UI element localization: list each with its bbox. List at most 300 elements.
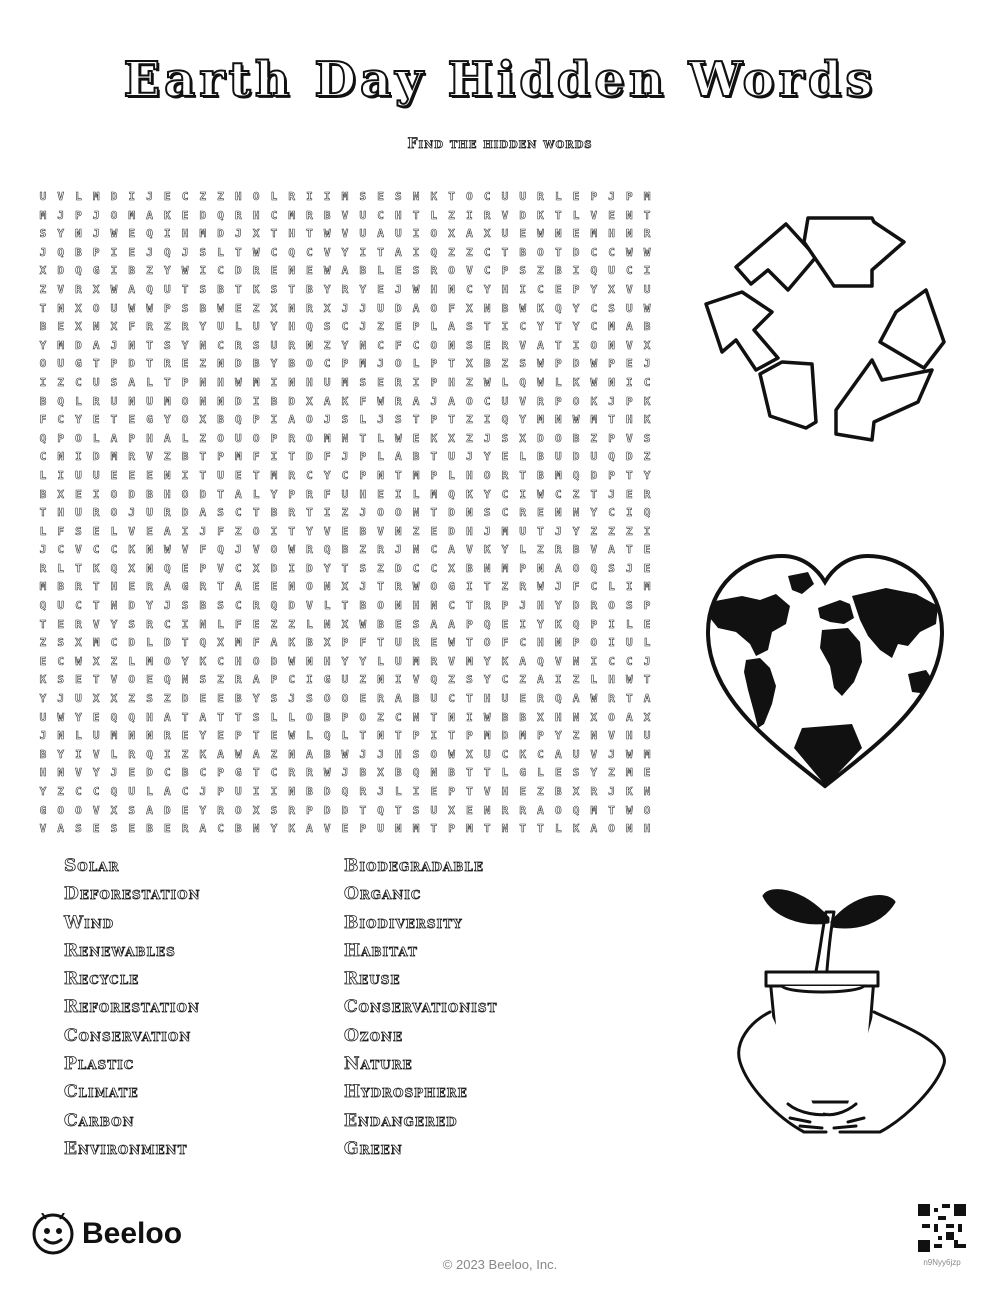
grid-letter[interactable]: U: [430, 692, 438, 706]
grid-letter[interactable]: I: [270, 785, 278, 798]
grid-letter[interactable]: Z: [235, 524, 242, 538]
grid-letter[interactable]: J: [554, 524, 562, 538]
grid-letter[interactable]: O: [448, 264, 455, 278]
word-search-grid[interactable]: [34, 188, 656, 836]
grid-letter[interactable]: Z: [519, 673, 527, 687]
grid-letter[interactable]: U: [110, 301, 118, 315]
grid-letter[interactable]: A: [163, 580, 171, 594]
grid-letter[interactable]: U: [57, 357, 64, 371]
grid-letter[interactable]: D: [341, 803, 349, 817]
grid-letter[interactable]: E: [146, 524, 153, 538]
grid-letter[interactable]: E: [519, 227, 527, 241]
grid-letter[interactable]: W: [448, 636, 455, 650]
grid-letter[interactable]: A: [626, 710, 633, 724]
grid-letter[interactable]: M: [323, 431, 331, 445]
grid-letter[interactable]: T: [341, 561, 349, 575]
grid-letter[interactable]: R: [252, 599, 260, 613]
grid-letter[interactable]: A: [394, 450, 402, 464]
grid-letter[interactable]: V: [217, 561, 224, 575]
grid-letter[interactable]: U: [377, 301, 384, 315]
grid-letter[interactable]: I: [501, 320, 509, 334]
grid-letter[interactable]: H: [501, 282, 509, 296]
grid-letter[interactable]: T: [377, 580, 384, 594]
grid-letter[interactable]: Y: [341, 245, 349, 259]
grid-letter[interactable]: A: [341, 264, 349, 278]
grid-letter[interactable]: L: [643, 636, 651, 650]
grid-letter[interactable]: L: [519, 543, 527, 557]
grid-letter[interactable]: Z: [128, 692, 136, 706]
grid-letter[interactable]: X: [448, 227, 455, 241]
grid-letter[interactable]: U: [501, 394, 509, 408]
grid-letter[interactable]: P: [359, 468, 367, 482]
grid-letter[interactable]: T: [608, 413, 615, 427]
grid-letter[interactable]: N: [430, 599, 438, 613]
grid-letter[interactable]: W: [181, 264, 189, 278]
grid-letter[interactable]: X: [128, 561, 136, 575]
grid-letter[interactable]: I: [75, 450, 82, 464]
grid-letter[interactable]: T: [39, 506, 47, 520]
grid-letter[interactable]: N: [146, 543, 153, 557]
grid-letter[interactable]: O: [483, 636, 491, 650]
grid-letter[interactable]: R: [235, 208, 242, 222]
grid-letter[interactable]: M: [537, 413, 544, 427]
grid-letter[interactable]: K: [92, 561, 100, 575]
grid-letter[interactable]: I: [181, 468, 189, 482]
grid-letter[interactable]: B: [412, 692, 420, 706]
grid-letter[interactable]: J: [163, 599, 171, 613]
grid-letter[interactable]: L: [394, 785, 402, 798]
grid-letter[interactable]: R: [75, 580, 82, 594]
grid-letter[interactable]: V: [92, 747, 100, 761]
grid-letter[interactable]: J: [92, 208, 100, 222]
grid-letter[interactable]: W: [394, 431, 402, 445]
grid-letter[interactable]: A: [163, 710, 171, 724]
grid-letter[interactable]: C: [590, 580, 598, 594]
grid-letter[interactable]: C: [394, 710, 402, 724]
grid-letter[interactable]: T: [626, 692, 633, 706]
grid-letter[interactable]: E: [626, 357, 633, 371]
grid-letter[interactable]: K: [483, 543, 491, 557]
grid-letter[interactable]: N: [288, 785, 295, 798]
grid-letter[interactable]: K: [643, 394, 651, 408]
grid-letter[interactable]: B: [217, 413, 224, 427]
grid-letter[interactable]: Y: [39, 785, 47, 798]
grid-letter[interactable]: Z: [501, 580, 509, 594]
grid-letter[interactable]: R: [288, 506, 295, 520]
grid-letter[interactable]: E: [643, 543, 651, 557]
grid-letter[interactable]: W: [288, 654, 295, 668]
grid-letter[interactable]: I: [430, 729, 438, 743]
grid-letter[interactable]: J: [323, 413, 331, 427]
grid-letter[interactable]: W: [146, 301, 153, 315]
grid-letter[interactable]: W: [217, 301, 224, 315]
grid-letter[interactable]: J: [359, 506, 367, 520]
grid-letter[interactable]: J: [39, 729, 47, 743]
grid-letter[interactable]: V: [590, 208, 598, 222]
grid-letter[interactable]: D: [306, 561, 313, 575]
grid-letter[interactable]: U: [430, 803, 438, 817]
grid-letter[interactable]: O: [181, 487, 189, 501]
grid-letter[interactable]: M: [643, 190, 651, 203]
grid-letter[interactable]: K: [288, 636, 295, 650]
grid-letter[interactable]: P: [430, 468, 438, 482]
grid-letter[interactable]: Q: [57, 245, 64, 259]
grid-letter[interactable]: B: [57, 580, 64, 594]
grid-letter[interactable]: M: [199, 227, 207, 241]
grid-letter[interactable]: O: [306, 580, 313, 594]
grid-letter[interactable]: O: [181, 413, 189, 427]
grid-letter[interactable]: S: [75, 822, 82, 836]
grid-letter[interactable]: Q: [448, 487, 455, 501]
grid-letter[interactable]: B: [448, 766, 455, 780]
grid-letter[interactable]: R: [430, 264, 438, 278]
grid-letter[interactable]: R: [519, 803, 527, 817]
grid-letter[interactable]: R: [306, 543, 313, 557]
grid-letter[interactable]: Z: [590, 524, 598, 538]
grid-letter[interactable]: D: [217, 227, 224, 241]
grid-letter[interactable]: O: [110, 208, 118, 222]
grid-letter[interactable]: S: [466, 338, 473, 352]
grid-letter[interactable]: A: [199, 506, 207, 520]
grid-letter[interactable]: U: [75, 692, 82, 706]
grid-letter[interactable]: T: [466, 692, 473, 706]
grid-letter[interactable]: R: [235, 673, 242, 687]
grid-letter[interactable]: G: [39, 803, 47, 817]
grid-letter[interactable]: E: [57, 320, 64, 334]
grid-letter[interactable]: I: [323, 506, 331, 520]
grid-letter[interactable]: M: [110, 729, 118, 743]
grid-letter[interactable]: A: [252, 673, 260, 687]
grid-letter[interactable]: Y: [323, 282, 331, 296]
grid-letter[interactable]: N: [217, 394, 224, 408]
grid-letter[interactable]: E: [377, 487, 384, 501]
grid-letter[interactable]: M: [554, 468, 562, 482]
grid-letter[interactable]: X: [448, 803, 455, 817]
grid-letter[interactable]: C: [412, 561, 420, 575]
grid-letter[interactable]: O: [537, 245, 544, 259]
grid-letter[interactable]: D: [572, 245, 580, 259]
grid-letter[interactable]: N: [75, 227, 82, 241]
grid-letter[interactable]: L: [75, 190, 82, 203]
grid-letter[interactable]: Z: [572, 673, 580, 687]
grid-letter[interactable]: B: [128, 264, 136, 278]
grid-letter[interactable]: P: [217, 766, 224, 780]
grid-letter[interactable]: B: [146, 822, 153, 836]
grid-letter[interactable]: P: [608, 468, 615, 482]
grid-letter[interactable]: V: [57, 282, 64, 296]
grid-letter[interactable]: A: [590, 822, 598, 836]
grid-letter[interactable]: W: [537, 487, 544, 501]
grid-letter[interactable]: L: [39, 524, 47, 538]
grid-letter[interactable]: N: [466, 506, 473, 520]
grid-letter[interactable]: Z: [199, 431, 207, 445]
grid-letter[interactable]: Q: [323, 729, 331, 743]
grid-letter[interactable]: I: [288, 561, 295, 575]
grid-letter[interactable]: B: [199, 301, 207, 315]
grid-letter[interactable]: Y: [92, 766, 100, 780]
grid-letter[interactable]: Q: [501, 413, 509, 427]
grid-letter[interactable]: S: [608, 301, 615, 315]
grid-letter[interactable]: L: [75, 394, 82, 408]
grid-letter[interactable]: Y: [323, 561, 331, 575]
grid-letter[interactable]: C: [501, 506, 509, 520]
grid-letter[interactable]: L: [377, 450, 384, 464]
grid-letter[interactable]: W: [412, 580, 420, 594]
grid-letter[interactable]: I: [110, 245, 118, 259]
grid-letter[interactable]: H: [430, 282, 438, 296]
grid-letter[interactable]: D: [128, 357, 136, 371]
grid-letter[interactable]: I: [163, 747, 171, 761]
grid-letter[interactable]: C: [608, 506, 615, 520]
grid-letter[interactable]: E: [128, 766, 136, 780]
grid-letter[interactable]: D: [181, 692, 189, 706]
grid-letter[interactable]: C: [217, 338, 224, 352]
grid-letter[interactable]: Y: [199, 320, 207, 334]
grid-letter[interactable]: O: [235, 803, 242, 817]
grid-letter[interactable]: N: [643, 785, 651, 798]
grid-letter[interactable]: I: [643, 264, 651, 278]
grid-letter[interactable]: R: [92, 394, 100, 408]
grid-letter[interactable]: V: [39, 822, 47, 836]
grid-letter[interactable]: W: [235, 747, 242, 761]
grid-letter[interactable]: W: [110, 282, 118, 296]
grid-letter[interactable]: Y: [110, 617, 118, 631]
grid-letter[interactable]: L: [537, 766, 544, 780]
grid-letter[interactable]: Y: [359, 282, 367, 296]
grid-letter[interactable]: E: [181, 803, 189, 817]
grid-letter[interactable]: Y: [590, 506, 598, 520]
grid-letter[interactable]: E: [57, 617, 64, 631]
grid-letter[interactable]: R: [394, 580, 402, 594]
grid-letter[interactable]: E: [341, 822, 349, 836]
grid-letter[interactable]: Y: [163, 264, 171, 278]
grid-letter[interactable]: K: [501, 654, 509, 668]
grid-letter[interactable]: R: [643, 487, 651, 501]
grid-letter[interactable]: U: [92, 375, 100, 389]
grid-letter[interactable]: D: [519, 208, 527, 222]
grid-letter[interactable]: D: [323, 803, 331, 817]
grid-letter[interactable]: K: [199, 747, 207, 761]
grid-letter[interactable]: P: [448, 822, 455, 836]
grid-letter[interactable]: Q: [163, 673, 171, 687]
grid-letter[interactable]: O: [608, 599, 615, 613]
grid-letter[interactable]: B: [39, 487, 47, 501]
grid-letter[interactable]: F: [501, 636, 509, 650]
grid-letter[interactable]: E: [412, 431, 420, 445]
grid-letter[interactable]: C: [57, 413, 64, 427]
grid-letter[interactable]: Z: [163, 692, 171, 706]
grid-letter[interactable]: J: [359, 747, 367, 761]
grid-letter[interactable]: A: [288, 413, 295, 427]
grid-letter[interactable]: M: [39, 580, 47, 594]
grid-letter[interactable]: V: [466, 264, 473, 278]
grid-letter[interactable]: L: [377, 264, 384, 278]
grid-letter[interactable]: H: [608, 227, 615, 241]
grid-letter[interactable]: Z: [412, 524, 420, 538]
grid-letter[interactable]: P: [430, 413, 438, 427]
grid-letter[interactable]: S: [359, 375, 367, 389]
grid-letter[interactable]: Z: [57, 785, 64, 798]
grid-letter[interactable]: R: [288, 468, 295, 482]
grid-letter[interactable]: P: [181, 375, 189, 389]
grid-letter[interactable]: I: [270, 413, 278, 427]
grid-letter[interactable]: S: [359, 190, 367, 203]
grid-letter[interactable]: R: [608, 692, 615, 706]
grid-letter[interactable]: L: [217, 245, 224, 259]
grid-letter[interactable]: B: [323, 747, 331, 761]
grid-letter[interactable]: I: [270, 450, 278, 464]
grid-letter[interactable]: O: [430, 227, 438, 241]
grid-letter[interactable]: M: [92, 636, 100, 650]
grid-letter[interactable]: P: [554, 357, 562, 371]
grid-letter[interactable]: E: [110, 468, 118, 482]
grid-letter[interactable]: X: [252, 227, 260, 241]
grid-letter[interactable]: W: [323, 264, 331, 278]
grid-letter[interactable]: J: [341, 450, 349, 464]
grid-letter[interactable]: A: [163, 431, 171, 445]
grid-letter[interactable]: O: [110, 506, 118, 520]
grid-letter[interactable]: P: [519, 561, 527, 575]
grid-letter[interactable]: I: [608, 617, 615, 631]
grid-letter[interactable]: Y: [323, 468, 331, 482]
grid-letter[interactable]: V: [466, 543, 473, 557]
grid-letter[interactable]: V: [341, 208, 349, 222]
grid-letter[interactable]: M: [483, 729, 491, 743]
grid-letter[interactable]: D: [306, 450, 313, 464]
grid-letter[interactable]: R: [483, 208, 491, 222]
grid-letter[interactable]: O: [92, 301, 100, 315]
grid-letter[interactable]: A: [163, 524, 171, 538]
grid-letter[interactable]: E: [572, 190, 580, 203]
grid-letter[interactable]: Q: [554, 301, 562, 315]
grid-letter[interactable]: E: [146, 673, 153, 687]
grid-letter[interactable]: Y: [181, 654, 189, 668]
grid-letter[interactable]: L: [217, 617, 224, 631]
grid-letter[interactable]: Y: [75, 710, 82, 724]
grid-letter[interactable]: W: [235, 375, 242, 389]
grid-letter[interactable]: Z: [181, 747, 189, 761]
grid-letter[interactable]: S: [199, 673, 207, 687]
grid-letter[interactable]: Y: [643, 468, 651, 482]
grid-letter[interactable]: C: [537, 282, 544, 296]
grid-letter[interactable]: C: [199, 766, 207, 780]
grid-letter[interactable]: M: [163, 394, 171, 408]
grid-letter[interactable]: I: [572, 338, 580, 352]
grid-letter[interactable]: O: [608, 710, 615, 724]
grid-letter[interactable]: W: [75, 654, 82, 668]
grid-letter[interactable]: X: [199, 413, 207, 427]
grid-letter[interactable]: K: [430, 190, 438, 203]
grid-letter[interactable]: R: [181, 320, 189, 334]
grid-letter[interactable]: U: [394, 227, 402, 241]
grid-letter[interactable]: V: [448, 654, 455, 668]
grid-letter[interactable]: Y: [181, 338, 189, 352]
grid-letter[interactable]: U: [146, 394, 153, 408]
grid-letter[interactable]: T: [199, 468, 207, 482]
grid-letter[interactable]: J: [394, 543, 402, 557]
grid-letter[interactable]: C: [537, 747, 544, 761]
grid-letter[interactable]: B: [252, 357, 260, 371]
grid-letter[interactable]: T: [394, 729, 402, 743]
grid-letter[interactable]: T: [394, 468, 402, 482]
grid-letter[interactable]: C: [590, 301, 598, 315]
grid-letter[interactable]: E: [643, 617, 651, 631]
grid-letter[interactable]: V: [323, 524, 331, 538]
grid-letter[interactable]: D: [128, 487, 136, 501]
grid-letter[interactable]: O: [323, 692, 331, 706]
grid-letter[interactable]: I: [110, 264, 118, 278]
grid-letter[interactable]: L: [306, 729, 313, 743]
grid-letter[interactable]: E: [270, 729, 278, 743]
grid-letter[interactable]: N: [146, 561, 153, 575]
grid-letter[interactable]: J: [359, 320, 367, 334]
grid-letter[interactable]: S: [39, 227, 47, 241]
grid-letter[interactable]: V: [341, 227, 349, 241]
grid-letter[interactable]: L: [146, 375, 153, 389]
grid-letter[interactable]: O: [572, 394, 580, 408]
grid-letter[interactable]: U: [377, 822, 384, 836]
grid-letter[interactable]: W: [128, 301, 136, 315]
grid-letter[interactable]: K: [554, 617, 562, 631]
grid-letter[interactable]: L: [359, 413, 367, 427]
grid-letter[interactable]: E: [270, 264, 278, 278]
grid-letter[interactable]: N: [199, 617, 207, 631]
grid-letter[interactable]: B: [146, 487, 153, 501]
grid-letter[interactable]: A: [306, 822, 313, 836]
grid-letter[interactable]: Y: [519, 413, 527, 427]
grid-letter[interactable]: Q: [128, 710, 136, 724]
grid-letter[interactable]: K: [288, 822, 295, 836]
grid-letter[interactable]: L: [430, 208, 438, 222]
grid-letter[interactable]: I: [92, 487, 100, 501]
grid-letter[interactable]: R: [554, 543, 562, 557]
grid-letter[interactable]: L: [92, 431, 100, 445]
grid-letter[interactable]: D: [288, 394, 295, 408]
grid-letter[interactable]: Q: [163, 561, 171, 575]
grid-letter[interactable]: N: [572, 654, 580, 668]
grid-letter[interactable]: T: [448, 413, 455, 427]
grid-letter[interactable]: J: [377, 785, 384, 798]
grid-letter[interactable]: O: [181, 394, 189, 408]
grid-letter[interactable]: M: [643, 747, 651, 761]
grid-letter[interactable]: J: [110, 338, 118, 352]
grid-letter[interactable]: W: [537, 227, 544, 241]
grid-letter[interactable]: B: [39, 394, 47, 408]
grid-letter[interactable]: Y: [590, 282, 598, 296]
grid-letter[interactable]: S: [412, 617, 420, 631]
grid-letter[interactable]: J: [608, 747, 615, 761]
grid-letter[interactable]: C: [377, 208, 384, 222]
grid-letter[interactable]: D: [537, 431, 544, 445]
grid-letter[interactable]: U: [643, 729, 651, 743]
grid-letter[interactable]: N: [288, 301, 295, 315]
grid-letter[interactable]: A: [146, 803, 153, 817]
grid-letter[interactable]: H: [501, 785, 509, 798]
grid-letter[interactable]: T: [217, 710, 224, 724]
grid-letter[interactable]: R: [163, 729, 171, 743]
grid-letter[interactable]: X: [341, 617, 349, 631]
grid-letter[interactable]: L: [270, 190, 278, 203]
grid-letter[interactable]: Z: [501, 357, 509, 371]
grid-letter[interactable]: C: [519, 320, 527, 334]
grid-letter[interactable]: D: [270, 654, 278, 668]
grid-letter[interactable]: J: [341, 766, 349, 780]
grid-letter[interactable]: T: [146, 357, 153, 371]
grid-letter[interactable]: Y: [252, 692, 260, 706]
grid-letter[interactable]: T: [519, 468, 527, 482]
grid-letter[interactable]: I: [412, 245, 420, 259]
grid-letter[interactable]: T: [252, 468, 260, 482]
